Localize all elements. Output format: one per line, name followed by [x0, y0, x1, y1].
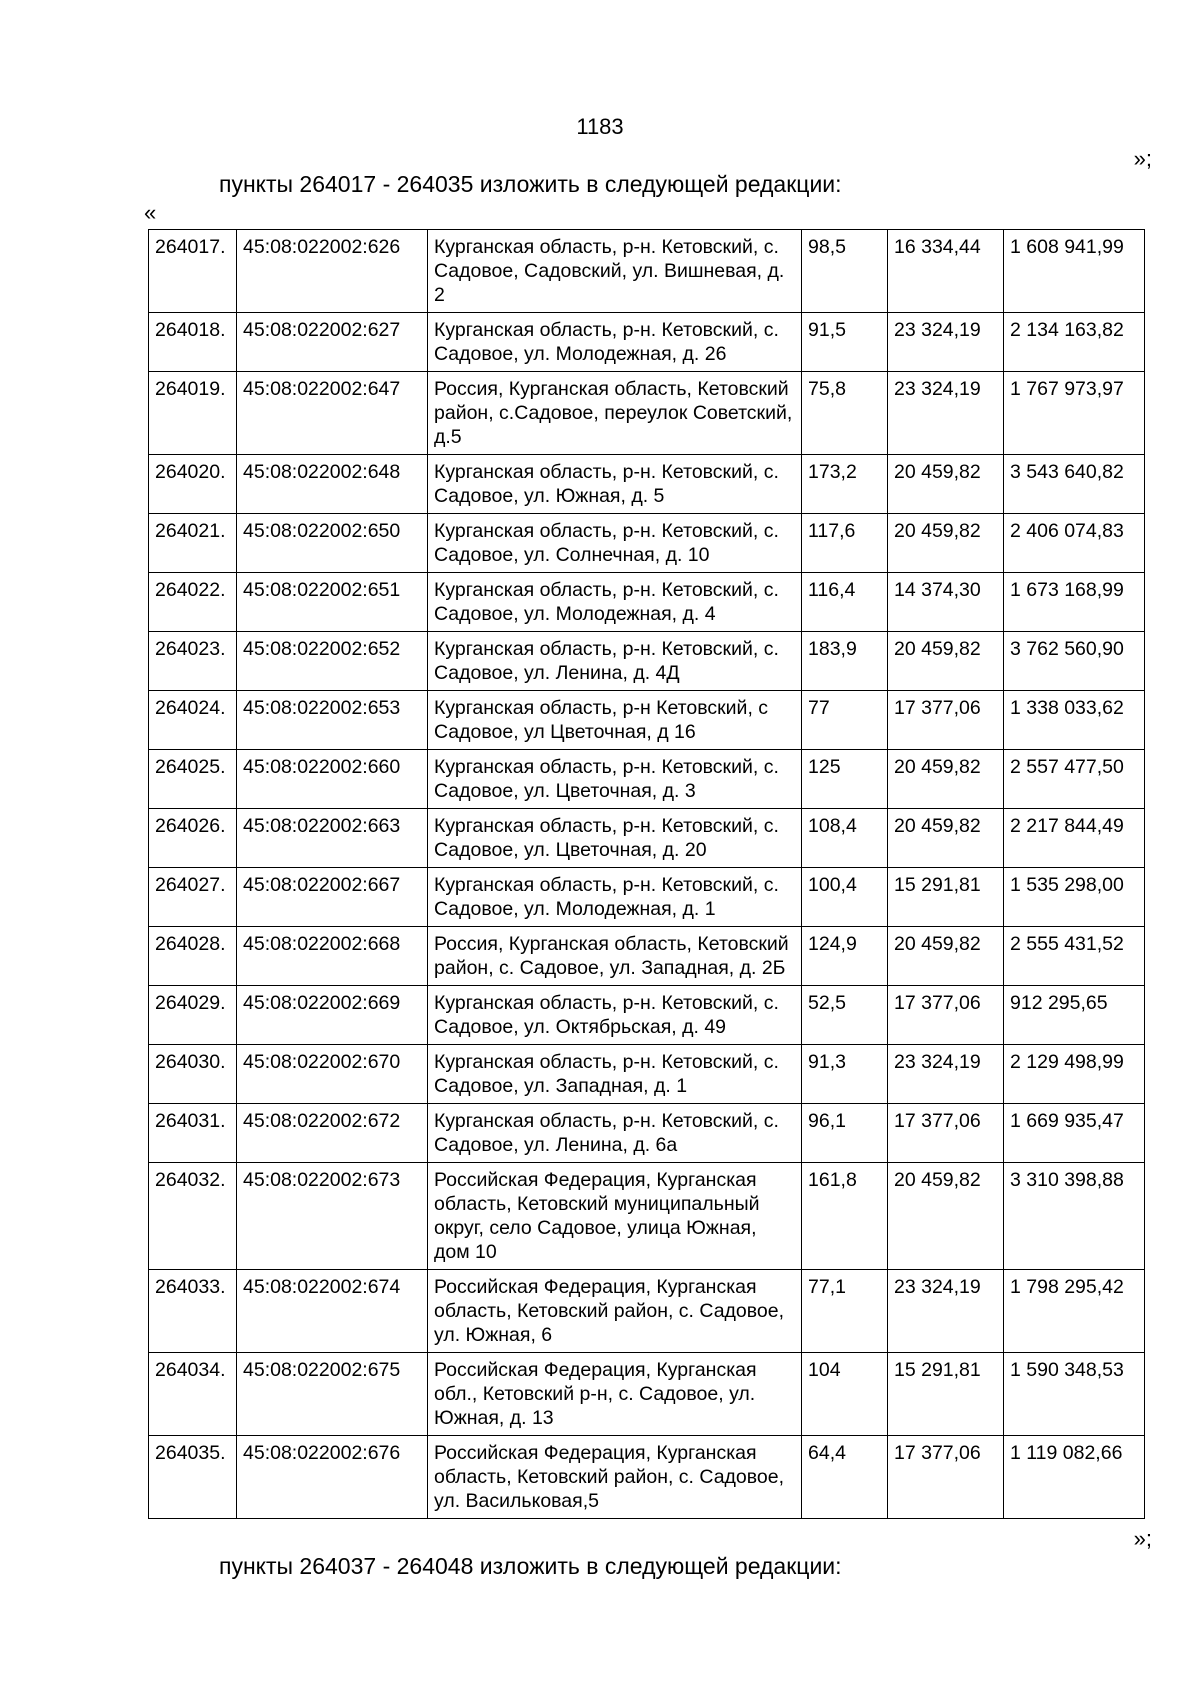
- cadastral-value-cell: 1 590 348,53: [1004, 1353, 1145, 1436]
- cadastral-value-cell: 2 129 498,99: [1004, 1045, 1145, 1104]
- table-row: [149, 313, 1145, 372]
- cadastral-number-cell: 45:08:022002:668: [237, 927, 428, 986]
- address-cell: Россия, Курганская область, Кетовский район, с. Садовое, ул. Западная, д. 2Б: [428, 927, 802, 986]
- cadastral-number-cell: 45:08:022002:670: [237, 1045, 428, 1104]
- cadastral-value-cell: 2 557 477,50: [1004, 750, 1145, 809]
- table-row: [149, 1270, 1145, 1353]
- cadastral-number-cell: 45:08:022002:626: [237, 230, 428, 313]
- closing-quote-bottom: »;: [1133, 1526, 1152, 1551]
- address-cell: Курганская область, р-н. Кетовский, с. Садовое, ул. Октябрьская, д. 49: [428, 986, 802, 1045]
- cadastral-value-cell: 2 555 431,52: [1004, 927, 1145, 986]
- cadastral-value-cell: 1 669 935,47: [1004, 1104, 1145, 1163]
- cadastral-number-cell: 45:08:022002:660: [237, 750, 428, 809]
- row-number-cell: 264021.: [149, 514, 237, 573]
- row-number-cell: 264035.: [149, 1436, 237, 1519]
- cadastral-number-cell: 45:08:022002:663: [237, 809, 428, 868]
- row-number-cell: 264027.: [149, 868, 237, 927]
- table-row: [149, 573, 1145, 632]
- address-cell: Курганская область, р-н. Кетовский, с. Садовое, ул. Ленина, д. 6а: [428, 1104, 802, 1163]
- address-cell: Курганская область, р-н. Кетовский, с. Садовое, ул. Южная, д. 5: [428, 455, 802, 514]
- cadastral-value-cell: 1 119 082,66: [1004, 1436, 1145, 1519]
- row-number-cell: 264034.: [149, 1353, 237, 1436]
- cadastral-value-cell: 1 608 941,99: [1004, 230, 1145, 313]
- instruction-text-1: пункты 264017 - 264035 изложить в следующей редакции:: [219, 171, 842, 197]
- cadastral-price-cell: 23 324,19: [888, 1270, 1004, 1353]
- address-cell: Курганская область, р-н. Кетовский, с. Садовое, ул. Цветочная, д. 3: [428, 750, 802, 809]
- instruction-text-2: пункты 264037 - 264048 изложить в следующей редакции:: [219, 1553, 842, 1579]
- table-row: [149, 750, 1145, 809]
- cadastral-number-cell: 45:08:022002:674: [237, 1270, 428, 1353]
- cadastral-price-cell: 17 377,06: [888, 691, 1004, 750]
- cadastral-price-cell: 20 459,82: [888, 809, 1004, 868]
- cadastral-value-cell: 2 406 074,83: [1004, 514, 1145, 573]
- cadastral-value-cell: 1 798 295,42: [1004, 1270, 1145, 1353]
- address-cell: Курганская область, р-н. Кетовский, с. Садовое, ул. Молодежная, д. 4: [428, 573, 802, 632]
- row-number-cell: 264026.: [149, 809, 237, 868]
- cadastral-number-cell: 45:08:022002:675: [237, 1353, 428, 1436]
- cadastral-price-cell: 20 459,82: [888, 1163, 1004, 1270]
- area-cell: 64,4: [802, 1436, 888, 1519]
- table-row: [149, 1163, 1145, 1270]
- cadastral-number-cell: 45:08:022002:648: [237, 455, 428, 514]
- address-cell: Курганская область, р-н. Кетовский, с. Садовое, Садовский, ул. Вишневая, д. 2: [428, 230, 802, 313]
- cadastral-value-cell: 2 134 163,82: [1004, 313, 1145, 372]
- cadastral-value-cell: 1 535 298,00: [1004, 868, 1145, 927]
- cadastral-price-cell: 17 377,06: [888, 1436, 1004, 1519]
- area-cell: 117,6: [802, 514, 888, 573]
- cadastral-value-cell: 1 338 033,62: [1004, 691, 1145, 750]
- table-row: [149, 632, 1145, 691]
- table-row: [149, 1436, 1145, 1519]
- table-row: [149, 868, 1145, 927]
- row-number-cell: 264018.: [149, 313, 237, 372]
- cadastral-number-cell: 45:08:022002:647: [237, 372, 428, 455]
- table-row: [149, 1353, 1145, 1436]
- row-number-cell: 264022.: [149, 573, 237, 632]
- address-cell: Россия, Курганская область, Кетовский район, с.Садовое, переулок Советский, д.5: [428, 372, 802, 455]
- table-row: [149, 514, 1145, 573]
- cadastral-price-cell: 23 324,19: [888, 313, 1004, 372]
- address-cell: Российская Федерация, Курганская обл., Кетовский р-н, с. Садовое, ул. Южная, д. 13: [428, 1353, 802, 1436]
- row-number-cell: 264029.: [149, 986, 237, 1045]
- cadastral-price-cell: 20 459,82: [888, 927, 1004, 986]
- property-table: [148, 229, 1145, 1519]
- cadastral-value-cell: 1 673 168,99: [1004, 573, 1145, 632]
- cadastral-value-cell: 2 217 844,49: [1004, 809, 1145, 868]
- cadastral-value-cell: 3 543 640,82: [1004, 455, 1145, 514]
- cadastral-number-cell: 45:08:022002:652: [237, 632, 428, 691]
- row-number-cell: 264020.: [149, 455, 237, 514]
- table-row: [149, 927, 1145, 986]
- area-cell: 104: [802, 1353, 888, 1436]
- table-row: [149, 986, 1145, 1045]
- table-row: [149, 1104, 1145, 1163]
- row-number-cell: 264028.: [149, 927, 237, 986]
- address-cell: Российская Федерация, Курганская область, Кетовский муниципальный округ, село Садовое, улица Южная, дом 10: [428, 1163, 802, 1270]
- cadastral-number-cell: 45:08:022002:667: [237, 868, 428, 927]
- area-cell: 91,5: [802, 313, 888, 372]
- address-cell: Российская Федерация, Курганская область, Кетовский район, с. Садовое, ул. Южная, 6: [428, 1270, 802, 1353]
- area-cell: 91,3: [802, 1045, 888, 1104]
- row-number-cell: 264030.: [149, 1045, 237, 1104]
- cadastral-price-cell: 16 334,44: [888, 230, 1004, 313]
- area-cell: 77,1: [802, 1270, 888, 1353]
- area-cell: 100,4: [802, 868, 888, 927]
- area-cell: 98,5: [802, 230, 888, 313]
- address-cell: Курганская область, р-н. Кетовский, с. Садовое, ул. Западная, д. 1: [428, 1045, 802, 1104]
- row-number-cell: 264032.: [149, 1163, 237, 1270]
- cadastral-value-cell: 3 762 560,90: [1004, 632, 1145, 691]
- row-number-cell: 264025.: [149, 750, 237, 809]
- cadastral-number-cell: 45:08:022002:673: [237, 1163, 428, 1270]
- table-row: [149, 230, 1145, 313]
- area-cell: 124,9: [802, 927, 888, 986]
- cadastral-price-cell: 23 324,19: [888, 1045, 1004, 1104]
- area-cell: 183,9: [802, 632, 888, 691]
- row-number-cell: 264023.: [149, 632, 237, 691]
- cadastral-number-cell: 45:08:022002:651: [237, 573, 428, 632]
- cadastral-price-cell: 17 377,06: [888, 986, 1004, 1045]
- cadastral-price-cell: 20 459,82: [888, 514, 1004, 573]
- cadastral-value-cell: 3 310 398,88: [1004, 1163, 1145, 1270]
- area-cell: 96,1: [802, 1104, 888, 1163]
- cadastral-price-cell: 17 377,06: [888, 1104, 1004, 1163]
- address-cell: Курганская область, р-н. Кетовский, с. Садовое, ул. Солнечная, д. 10: [428, 514, 802, 573]
- table-row: [149, 1045, 1145, 1104]
- area-cell: 125: [802, 750, 888, 809]
- cadastral-price-cell: 15 291,81: [888, 868, 1004, 927]
- area-cell: 161,8: [802, 1163, 888, 1270]
- cadastral-price-cell: 23 324,19: [888, 372, 1004, 455]
- address-cell: Курганская область, р-н. Кетовский, с. Садовое, ул. Ленина, д. 4Д: [428, 632, 802, 691]
- table-row: [149, 455, 1145, 514]
- row-number-cell: 264033.: [149, 1270, 237, 1353]
- closing-quote-top: »;: [1133, 146, 1152, 171]
- cadastral-number-cell: 45:08:022002:650: [237, 514, 428, 573]
- table-row: [149, 691, 1145, 750]
- area-cell: 77: [802, 691, 888, 750]
- row-number-cell: 264024.: [149, 691, 237, 750]
- cadastral-price-cell: 14 374,30: [888, 573, 1004, 632]
- cadastral-price-cell: 20 459,82: [888, 455, 1004, 514]
- cadastral-value-cell: 1 767 973,97: [1004, 372, 1145, 455]
- row-number-cell: 264017.: [149, 230, 237, 313]
- address-cell: Курганская область, р-н. Кетовский, с. Садовое, ул. Молодежная, д. 1: [428, 868, 802, 927]
- address-cell: Курганская область, р-н. Кетовский, с. Садовое, ул. Молодежная, д. 26: [428, 313, 802, 372]
- cadastral-price-cell: 20 459,82: [888, 750, 1004, 809]
- area-cell: 173,2: [802, 455, 888, 514]
- cadastral-price-cell: 15 291,81: [888, 1353, 1004, 1436]
- row-number-cell: 264019.: [149, 372, 237, 455]
- address-cell: Курганская область, р-н. Кетовский, с. Садовое, ул. Цветочная, д. 20: [428, 809, 802, 868]
- property-table-body: [149, 230, 1145, 1519]
- address-cell: Российская Федерация, Курганская область, Кетовский район, с. Садовое, ул. Васильковая,5: [428, 1436, 802, 1519]
- cadastral-number-cell: 45:08:022002:653: [237, 691, 428, 750]
- opening-quote: «: [144, 200, 157, 225]
- cadastral-price-cell: 20 459,82: [888, 632, 1004, 691]
- row-number-cell: 264031.: [149, 1104, 237, 1163]
- area-cell: 75,8: [802, 372, 888, 455]
- cadastral-number-cell: 45:08:022002:672: [237, 1104, 428, 1163]
- table-row: [149, 372, 1145, 455]
- cadastral-number-cell: 45:08:022002:669: [237, 986, 428, 1045]
- cadastral-number-cell: 45:08:022002:676: [237, 1436, 428, 1519]
- area-cell: 108,4: [802, 809, 888, 868]
- page-number: 1183: [576, 114, 624, 139]
- cadastral-value-cell: 912 295,65: [1004, 986, 1145, 1045]
- cadastral-number-cell: 45:08:022002:627: [237, 313, 428, 372]
- address-cell: Курганская область, р-н Кетовский, с Садовое, ул Цветочная, д 16: [428, 691, 802, 750]
- table-row: [149, 809, 1145, 868]
- area-cell: 52,5: [802, 986, 888, 1045]
- area-cell: 116,4: [802, 573, 888, 632]
